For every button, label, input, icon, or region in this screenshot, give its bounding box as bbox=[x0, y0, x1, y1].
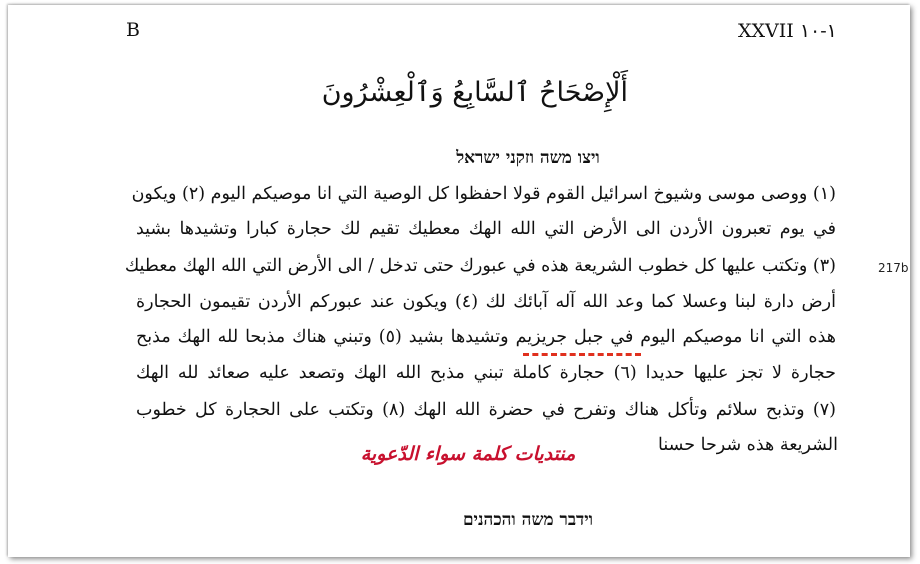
page-header-left: B bbox=[126, 19, 140, 41]
forum-watermark: منتديات كلمة سواء الدّعوية bbox=[360, 443, 576, 465]
page-header-right: XXVII ١-١٠ bbox=[738, 20, 837, 42]
hebrew-footer-title: וידבר משה והכהנים bbox=[462, 510, 594, 530]
body-line: (٧) وتذبح سلائم وتأكل هناك وتفرح في حضرة الله الهك (٨) وتكتب على الحجارة كل خطوب bbox=[136, 400, 836, 420]
body-line: حجارة لا تجز عليها حديدا (٦) حجارة كاملة تبني مذبح الله الهك وتصعد عليه صعائد لله الهك bbox=[136, 363, 836, 383]
margin-folio-note: 217b bbox=[878, 261, 909, 275]
chapter-title: أَلْإِصْحَاحُ ٱلسَّابِعُ وَٱلْعِشْرُونَ bbox=[321, 77, 628, 108]
hebrew-section-title: ויצו משה וזקני ישראל bbox=[456, 148, 600, 168]
spellcheck-underline bbox=[523, 353, 641, 356]
body-line: في يوم تعبرون الأردن الى الأرض التي الله الهك معطيك تقيم لك حجارة كبارا وتشيدها بشيد bbox=[136, 219, 836, 239]
document-page bbox=[8, 5, 910, 557]
body-line: الشريعة هذه شرحا حسنا bbox=[658, 435, 838, 455]
body-line: (٣) وتكتب عليها كل خطوب الشريعة هذه في عبورك حتى تدخل / الى الأرض التي الله الهك معطيك bbox=[124, 256, 836, 276]
body-line: أرض دارة لبنا وعسلا كما وعد الله آله آبائك لك (٤) ويكون عند عبوركم الأردن تقيمون الحجارة bbox=[136, 292, 836, 312]
body-line: (١) ووصى موسى وشيوخ اسرائيل القوم قولا احفظوا كل الوصية التي انا موصيكم اليوم (٢) ويكون bbox=[131, 184, 836, 204]
body-line: هذه التي انا موصيكم اليوم في جبل جريزيم وتشيدها بشيد (٥) وتبني هناك مذبحا لله الهك مذبح bbox=[136, 327, 836, 347]
